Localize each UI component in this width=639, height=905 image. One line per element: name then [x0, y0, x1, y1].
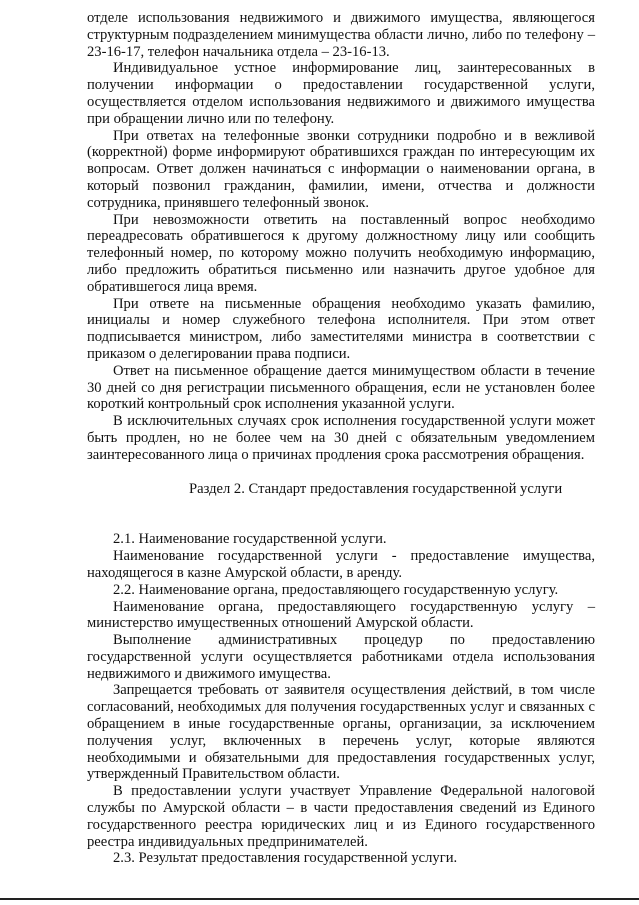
paragraph-contact-info: отделе использования недвижимого и движимого имущества, являющегося структурным подразделением минимущества области лично, либо по телефону – 23-16-17, телефон начальника отдела – 23-16-13.	[87, 10, 595, 60]
paragraph-service-name: Наименование государственной услуги - предоставление имущества, находящегося в казне Амурской области, в аренду.	[87, 548, 595, 581]
paragraph-item-2-1: 2.1. Наименование государственной услуги.	[113, 531, 387, 548]
paragraph-item-2-2: 2.2. Наименование органа, предоставляющего государственную услугу.	[113, 581, 559, 598]
paragraph-written-replies: При ответе на письменные обращения необходимо указать фамилию, инициалы и номер служебного телефона исполнителя. При этом ответ подписывается министром, либо заместителями министра в соответствии с приказом о делегировании права подписи.	[87, 295, 595, 362]
paragraph-redirect-call: При невозможности ответить на поставленный вопрос необходимо переадресовать обратившегося к другому должностному лицу или сообщить телефонный номер, по которому можно получить необходимую информацию, либо предложить обратиться письменно или назначить другое удобное для обратившегося лица время.	[87, 211, 595, 295]
paragraph-reply-deadline: Ответ на письменное обращение дается минимуществом области в течение 30 дней со дня регистрации письменного обращения, если не установлен более короткий контрольный срок исполнения указанной услуги.	[87, 362, 595, 413]
paragraph-item-2-3: 2.3. Результат предоставления государственной услуги.	[113, 850, 458, 867]
paragraph-oral-informing: Индивидуальное устное информирование лиц, заинтересованных в получении информации о предоставлении государственной услуги, осуществляется отделом использования недвижимого и движимого имущества при обращении лично или по телефону.	[87, 60, 595, 127]
section-heading: Раздел 2. Стандарт предоставления государственной услуги	[189, 480, 563, 497]
paragraph-deadline-extension: В исключительных случаях срок исполнения государственной услуги может быть продлен, но не более чем на 30 дней с обязательным уведомлением заинтересованного лица о причинах продления срока рассмотрения обращения.	[87, 413, 595, 463]
document-body	[87, 10, 595, 867]
paragraph-tax-service: В предоставлении услуги участвует Управление Федеральной налоговой службы по Амурской области – в части предоставления сведений из Единого государственного реестра юридических лиц и из Единого государственного реестра индивидуальных предпринимателей.	[87, 783, 595, 850]
paragraph-procedures: Выполнение административных процедур по предоставлению государственной услуги осуществляется работниками отдела использования недвижимого и движимого имущества.	[87, 632, 595, 682]
paragraph-phone-answers: При ответах на телефонные звонки сотрудники подробно и в вежливой (корректной) форме информируют обратившихся граждан по интересующим их вопросам. Ответ должен начинаться с информации о наименовании органа, в который позвонил гражданин, фамилии, имени, отчества и должности сотрудника, принявшего телефонный звонок.	[87, 127, 595, 211]
scan-edge-line	[0, 898, 639, 900]
paragraph-agency-name: Наименование органа, предоставляющего государственную услугу – министерство имущественных отношений Амурской области.	[87, 598, 595, 632]
paragraph-prohibition: Запрещается требовать от заявителя осуществления действий, в том числе согласований, необходимых для получения государственных услуг и связанных с обращением в иные государственные органы, организации, за исключением получения услуг, включенных в перечень услуг, которые являются необходимыми и обязательными для предоставления государственных услуг, утвержденный Правительством области.	[87, 682, 595, 783]
